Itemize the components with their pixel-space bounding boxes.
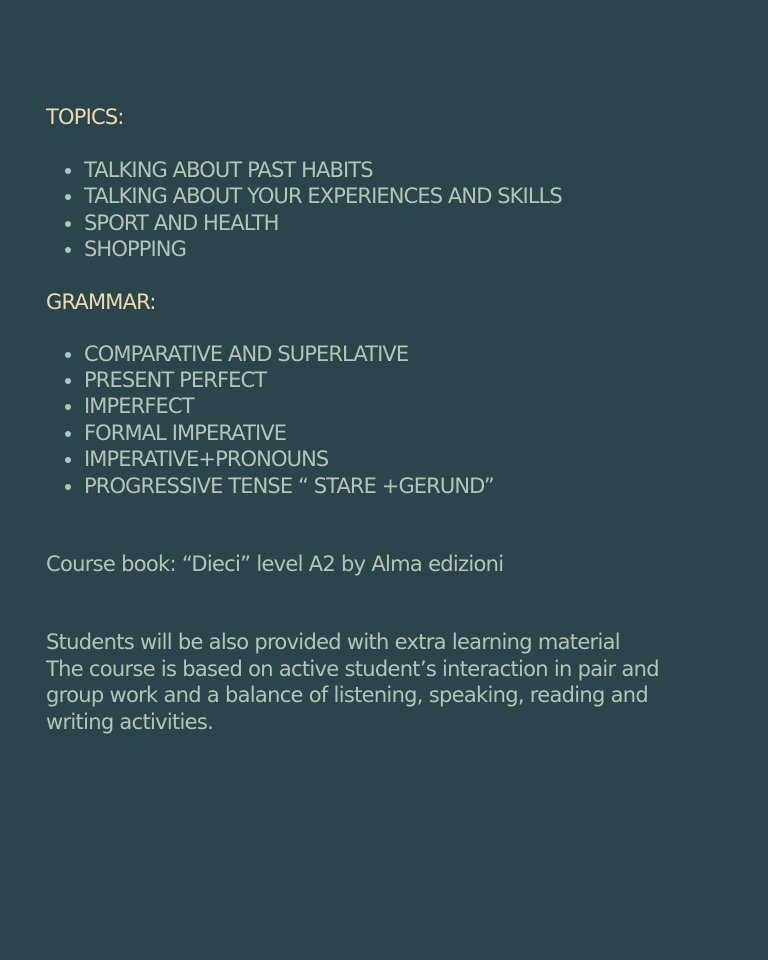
course-description — [46, 629, 746, 735]
topic-item-experiences-skills: TALKING ABOUT YOUR EXPERIENCES AND SKILLS — [46, 183, 746, 209]
course-book-text: Course book: “Dieci” level A2 by Alma edizioni — [46, 552, 504, 577]
description-line: Students will be also provided with extra learning material — [46, 630, 620, 655]
topic-item-sport-health: SPORT AND HEALTH — [46, 210, 746, 236]
description-line: The course is based on active student’s interaction in pair and — [46, 656, 659, 681]
course-details — [46, 104, 746, 735]
grammar-item-formal-imperative: FORMAL IMPERATIVE — [46, 420, 746, 446]
grammar-list — [46, 341, 746, 499]
topics-heading: TOPICS: — [46, 105, 124, 129]
grammar-item-progressive-tense: PROGRESSIVE TENSE “ STARE +GERUND” — [46, 473, 746, 499]
description-line: writing activities. — [46, 709, 214, 734]
topic-item-shopping: SHOPPING — [46, 236, 746, 262]
topics-list — [46, 157, 746, 263]
grammar-item-imperfect: IMPERFECT — [46, 393, 746, 419]
grammar-item-imperative-pronouns: IMPERATIVE+PRONOUNS — [46, 446, 746, 472]
topic-item-past-habits: TALKING ABOUT PAST HABITS — [46, 157, 746, 183]
grammar-item-present-perfect: PRESENT PERFECT — [46, 367, 746, 393]
description-line: group work and a balance of listening, speaking, reading and — [46, 683, 649, 708]
grammar-item-comparative: COMPARATIVE AND SUPERLATIVE — [46, 341, 746, 367]
grammar-heading: GRAMMAR: — [46, 289, 156, 314]
